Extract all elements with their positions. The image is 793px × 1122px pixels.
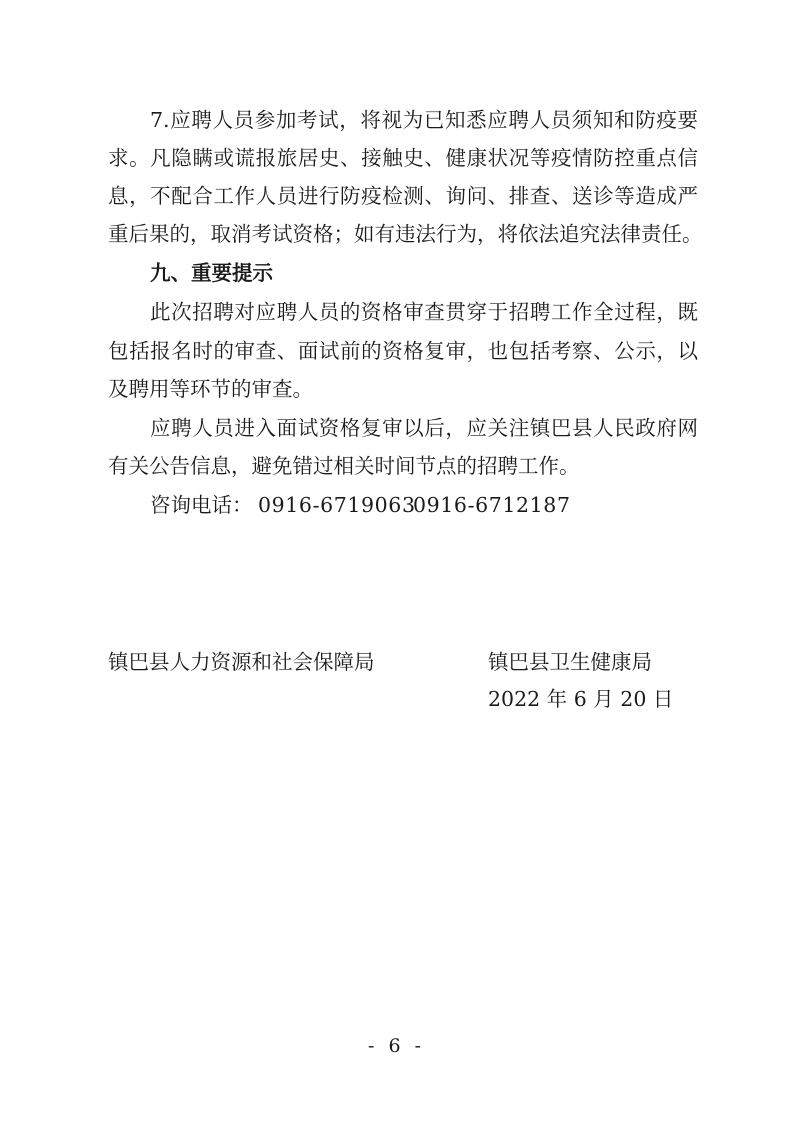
section9-p2-line2: 有关公告信息，避免错过相关时间节点的招聘工作。 — [108, 454, 580, 478]
page-number: - 6 - — [367, 1035, 425, 1057]
contact-phone-2: 0916-6712187 — [413, 493, 571, 517]
section7-line3: 息，不配合工作人员进行防疫检测、询问、排查、送诊等造成严 — [108, 184, 698, 208]
section7-line2: 求。凡隐瞒或谎报旅居史、接触史、健康状况等疫情防控重点信 — [108, 146, 698, 170]
section9-p2-line1: 应聘人员进入面试资格复审以后，应关注镇巴县人民政府网 — [150, 416, 698, 440]
contact-label: 咨询电话： — [150, 493, 253, 517]
contact-phone-1: 0916-6719063 — [258, 493, 416, 517]
section9-p1-line1: 此次招聘对应聘人员的资格审查贯穿于招聘工作全过程，既 — [150, 300, 698, 324]
signature-org-health: 镇巴县卫生健康局 — [488, 650, 652, 674]
signature-date: 2022 年 6 月 20 日 — [488, 687, 674, 711]
section7-line1: 7.应聘人员参加考试，将视为已知悉应聘人员须知和防疫要 — [150, 108, 698, 132]
section9-p1-line3: 及聘用等环节的审查。 — [108, 377, 313, 401]
section9-p1-line2: 包括报名时的审查、面试前的资格复审，也包括考察、公示，以 — [108, 339, 698, 363]
section9-heading: 九、重要提示 — [150, 261, 273, 285]
section7-line4: 重后果的，取消考试资格；如有违法行为，将依法追究法律责任。 — [108, 222, 703, 246]
signature-org-hrss: 镇巴县人力资源和社会保障局 — [108, 650, 375, 674]
